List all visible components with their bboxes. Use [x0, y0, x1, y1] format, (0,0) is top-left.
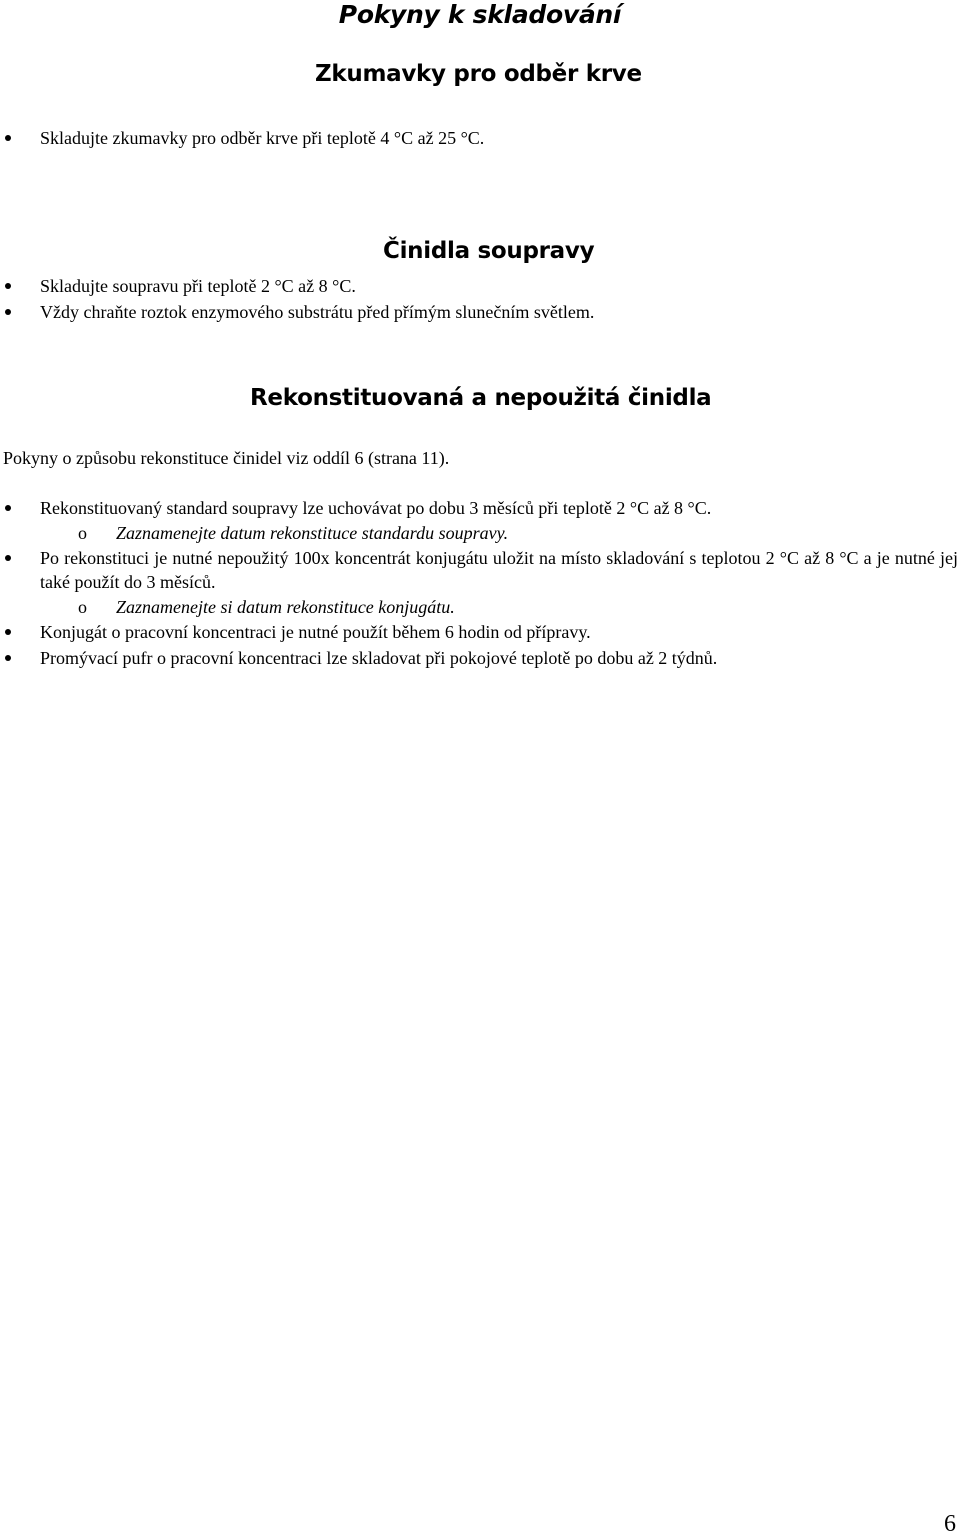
intro-paragraph: Pokyny o způsobu rekonstituce činidel viz oddíl 6 (strana 11).: [3, 448, 450, 468]
sub-bullet-marker: o: [78, 523, 87, 543]
heading-kit-reagents: Činidla soupravy: [383, 238, 595, 264]
sub-bullet-marker: o: [78, 597, 87, 617]
list-item-text: Skladujte soupravu při teplotě 2 °C až 8 °C.: [40, 276, 356, 296]
bullet-icon: [5, 283, 11, 289]
bullet-icon: [5, 629, 11, 635]
list-item-text: Vždy chraňte roztok enzymového substrátu před přímým slunečním světlem.: [40, 302, 595, 322]
heading-blood-tubes: Zkumavky pro odběr krve: [315, 61, 642, 87]
list-item-text: Konjugát o pracovní koncentraci je nutné použít během 6 hodin od přípravy.: [40, 622, 591, 642]
list-item-text: Skladujte zkumavky pro odběr krve při teplotě 4 °C až 25 °C.: [40, 128, 485, 148]
list-item-text: Po rekonstituci je nutné nepoužitý 100x koncentrát konjugátu uložit na místo skladování s teplotou 2 °C až 8 °C a je nutné jej také použít do 3 měsíců.: [40, 548, 958, 592]
bullet-icon: [5, 309, 11, 315]
page-title: Pokyny k skladování: [338, 0, 622, 29]
bullet-icon: [5, 655, 11, 661]
list-item-text: Promývací pufr o pracovní koncentraci lze skladovat při pokojové teplotě po dobu až 2 týdnů.: [40, 648, 718, 668]
page-number: 6: [944, 1511, 956, 1537]
sub-list-item-text: Zaznamenejte si datum rekonstituce konjugátu.: [116, 597, 455, 617]
bullet-icon: [5, 135, 11, 141]
bullet-icon: [5, 555, 11, 561]
bullet-icon: [5, 505, 11, 511]
list-item-text: Rekonstituovaný standard soupravy lze uchovávat po dobu 3 měsíců při teplotě 2 °C až 8 °C.: [40, 498, 712, 518]
heading-reconstituted-reagents: Rekonstituovaná a nepoužitá činidla: [250, 385, 712, 411]
sub-list-item-text: Zaznamenejte datum rekonstituce standardu soupravy.: [116, 523, 509, 543]
